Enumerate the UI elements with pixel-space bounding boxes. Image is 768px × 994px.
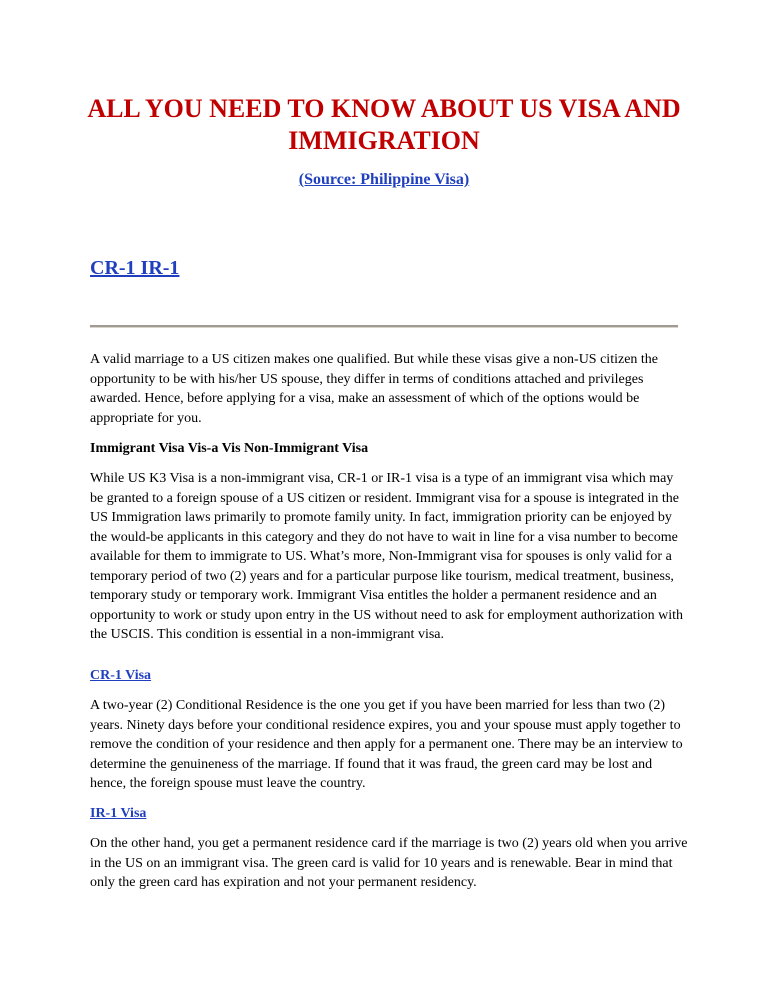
ir1-visa-paragraph: On the other hand, you get a permanent residence card if the marriage is two (2) years old when you arrive in the US on an immigrant visa. The green card is valid for 10 years and is renewable. Bear in mind that only the green card has expiration and not your permanent residency. — [90, 836, 688, 890]
document-title: ALL YOU NEED TO KNOW ABOUT US VISA AND IMMIGRATION — [87, 94, 681, 155]
intro-paragraph: A valid marriage to a US citizen makes one qualified. But while these visas give a non-US citizen the opportunity to be with his/her US spouse, they differ in terms of conditions attached and privileges awarded. Hence, before applying for a visa, make an assessment of which of the options would be appropriate for you. — [90, 352, 659, 426]
immigrant-visa-heading: Immigrant Visa Vis-a Vis Non-Immigrant Visa — [90, 441, 369, 456]
ir1-visa-link[interactable]: IR-1 Visa — [90, 806, 147, 821]
cr1-visa-link[interactable]: CR-1 Visa — [90, 668, 152, 683]
section-link-cr1-ir1[interactable]: CR-1 IR-1 — [90, 257, 180, 279]
immigrant-visa-paragraph: While US K3 Visa is a non-immigrant visa, CR-1 or IR-1 visa is a type of an immigrant visa which may be granted to a foreign spouse of a US citizen or resident. Immigrant visa for a spouse is integrated in the US Immigration laws primarily to promote family unity. In fact, immigration priority can be enjoyed by the would-be applicants in this category and they do not have to wait in line for a visa number to become available for them to immigrate to US. What’s more, Non-Immigrant visa for spouses is only valid for a temporary period of two (2) years and for a particular purpose like tourism, medical treatment, business, temporary study or temporary work. Immigrant Visa entitles the holder a permanent residence and an opportunity to work or study upon entry in the US without need to ask for employment authorization with the USCIS. This condition is essential in a non-immigrant visa. — [90, 471, 683, 642]
source-line — [0, 170, 768, 190]
cr1-visa-paragraph: A two-year (2) Conditional Residence is the one you get if you have been married for less than two (2) years. Ninety days before your conditional residence expires, you and your spouse must apply together to remove the condition of your residence and then apply for a permanent one. There may be an interview to determine the genuineness of the marriage. If found that it was fraud, the green card may be lost and hence, the foreign spouse must leave the country. — [90, 698, 683, 791]
horizontal-rule — [90, 325, 678, 328]
source-link[interactable]: (Source: Philippine Visa) — [298, 171, 470, 188]
